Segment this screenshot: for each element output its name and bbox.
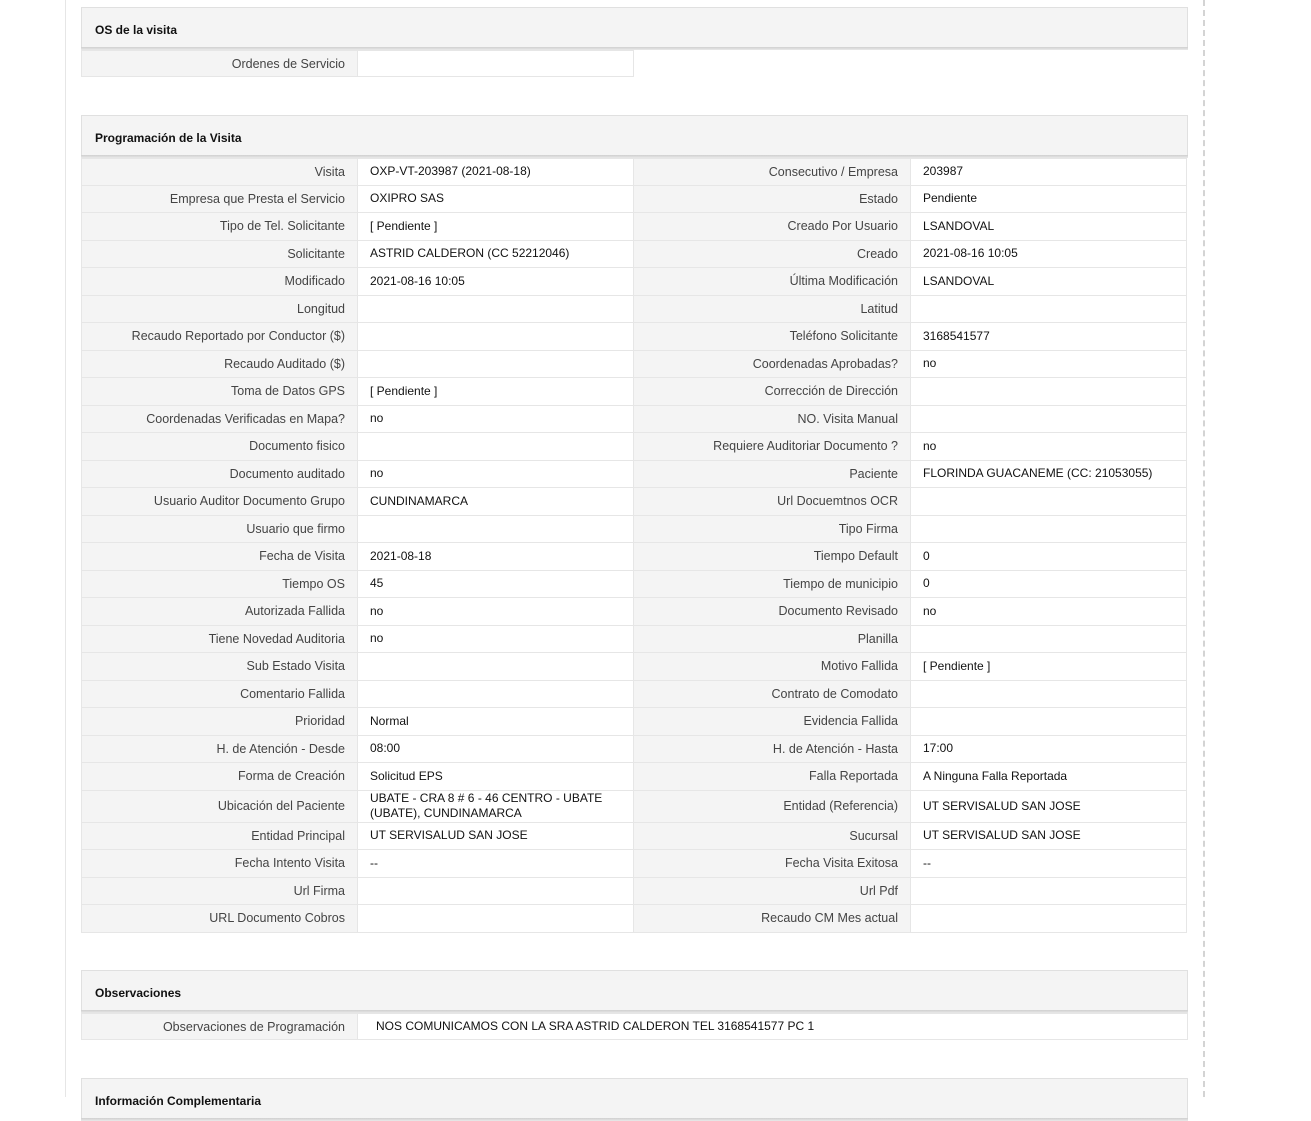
field-label: Tipo Firma bbox=[634, 516, 911, 544]
observaciones-label: Observaciones de Programación bbox=[81, 1013, 358, 1040]
field-label: Planilla bbox=[634, 626, 911, 654]
field-label: Evidencia Fallida bbox=[634, 708, 911, 736]
field-value: LSANDOVAL bbox=[911, 213, 1187, 241]
field-value: ASTRID CALDERON (CC 52212046) bbox=[358, 241, 634, 269]
field-value: OXIPRO SAS bbox=[358, 186, 634, 214]
field-label: Requiere Auditoriar Documento ? bbox=[634, 433, 911, 461]
os-panel-title: OS de la visita bbox=[81, 7, 1188, 47]
field-value bbox=[911, 296, 1187, 324]
field-value bbox=[358, 681, 634, 709]
field-label: Longitud bbox=[81, 296, 358, 324]
field-label: Coordenadas Aprobadas? bbox=[634, 351, 911, 379]
field-value bbox=[911, 708, 1187, 736]
field-value bbox=[358, 433, 634, 461]
table-row bbox=[81, 351, 1188, 379]
field-label: Autorizada Fallida bbox=[81, 598, 358, 626]
ordenes-servicio-label: Ordenes de Servicio bbox=[81, 50, 358, 77]
field-value: 45 bbox=[358, 571, 634, 599]
field-value bbox=[911, 516, 1187, 544]
field-value: UT SERVISALUD SAN JOSE bbox=[911, 791, 1187, 823]
field-label: Sub Estado Visita bbox=[81, 653, 358, 681]
table-row bbox=[81, 268, 1188, 296]
field-value: OXP-VT-203987 (2021-08-18) bbox=[358, 158, 634, 186]
table-row bbox=[81, 296, 1188, 324]
programacion-grid bbox=[81, 158, 1188, 933]
field-label: Latitud bbox=[634, 296, 911, 324]
field-value bbox=[358, 653, 634, 681]
field-label: Contrato de Comodato bbox=[634, 681, 911, 709]
table-row bbox=[81, 378, 1188, 406]
field-value: no bbox=[358, 626, 634, 654]
field-label: Entidad (Referencia) bbox=[634, 791, 911, 823]
field-label: Usuario que firmo bbox=[81, 516, 358, 544]
table-row bbox=[81, 158, 1188, 186]
table-row bbox=[81, 1013, 1188, 1040]
field-value bbox=[911, 406, 1187, 434]
field-label: Tipo de Tel. Solicitante bbox=[81, 213, 358, 241]
field-value bbox=[911, 905, 1187, 933]
complementaria-panel bbox=[81, 1078, 1188, 1118]
field-label: Tiempo de municipio bbox=[634, 571, 911, 599]
field-value: 3168541577 bbox=[911, 323, 1187, 351]
table-row bbox=[81, 763, 1188, 791]
field-label: Recaudo Auditado ($) bbox=[81, 351, 358, 379]
field-label: Creado Por Usuario bbox=[634, 213, 911, 241]
field-label: Falla Reportada bbox=[634, 763, 911, 791]
field-label: Paciente bbox=[634, 461, 911, 489]
field-value: no bbox=[911, 351, 1187, 379]
table-row bbox=[81, 461, 1188, 489]
field-label: Recaudo Reportado por Conductor ($) bbox=[81, 323, 358, 351]
splitter-dashed-line bbox=[1203, 0, 1205, 1097]
field-label: Url Pdf bbox=[634, 878, 911, 906]
observaciones-grid bbox=[81, 1013, 1188, 1040]
field-label: Motivo Fallida bbox=[634, 653, 911, 681]
field-label: Coordenadas Verificadas en Mapa? bbox=[81, 406, 358, 434]
field-value: -- bbox=[358, 850, 634, 878]
field-value: no bbox=[358, 598, 634, 626]
field-value: A Ninguna Falla Reportada bbox=[911, 763, 1187, 791]
table-row bbox=[81, 516, 1188, 544]
table-row bbox=[81, 598, 1188, 626]
field-value bbox=[358, 323, 634, 351]
field-label: Visita bbox=[81, 158, 358, 186]
field-value: no bbox=[911, 433, 1187, 461]
field-label: Entidad Principal bbox=[81, 823, 358, 851]
field-label: Prioridad bbox=[81, 708, 358, 736]
field-value: Pendiente bbox=[911, 186, 1187, 214]
field-label: Teléfono Solicitante bbox=[634, 323, 911, 351]
table-row bbox=[81, 488, 1188, 516]
table-row bbox=[81, 626, 1188, 654]
field-label: Solicitante bbox=[81, 241, 358, 269]
table-row bbox=[81, 241, 1188, 269]
field-value: UBATE - CRA 8 # 6 - 46 CENTRO - UBATE (UBATE), CUNDINAMARCA bbox=[358, 791, 634, 823]
field-label: Recaudo CM Mes actual bbox=[634, 905, 911, 933]
field-label: Documento auditado bbox=[81, 461, 358, 489]
field-label: Corrección de Dirección bbox=[634, 378, 911, 406]
table-row bbox=[81, 213, 1188, 241]
field-value bbox=[911, 626, 1187, 654]
field-value: no bbox=[358, 406, 634, 434]
field-value: -- bbox=[911, 850, 1187, 878]
field-label: Ubicación del Paciente bbox=[81, 791, 358, 823]
field-label: Tiene Novedad Auditoria bbox=[81, 626, 358, 654]
field-value bbox=[911, 488, 1187, 516]
table-row bbox=[81, 905, 1188, 933]
observaciones-value: NOS COMUNICAMOS CON LA SRA ASTRID CALDERON TEL 3168541577 PC 1 bbox=[358, 1013, 1188, 1040]
table-row bbox=[81, 50, 1188, 77]
field-value: 0 bbox=[911, 571, 1187, 599]
table-row bbox=[81, 708, 1188, 736]
field-label: H. de Atención - Desde bbox=[81, 736, 358, 764]
field-label: Usuario Auditor Documento Grupo bbox=[81, 488, 358, 516]
field-value bbox=[911, 681, 1187, 709]
content-left-border bbox=[65, 0, 66, 1097]
os-grid bbox=[81, 50, 1188, 77]
field-value: Solicitud EPS bbox=[358, 763, 634, 791]
table-row bbox=[81, 406, 1188, 434]
table-row bbox=[81, 186, 1188, 214]
field-label: Tiempo OS bbox=[81, 571, 358, 599]
field-label: Estado bbox=[634, 186, 911, 214]
table-row bbox=[81, 571, 1188, 599]
field-value: CUNDINAMARCA bbox=[358, 488, 634, 516]
table-row bbox=[81, 791, 1188, 823]
table-row bbox=[81, 681, 1188, 709]
field-label: Última Modificación bbox=[634, 268, 911, 296]
table-row bbox=[81, 323, 1188, 351]
field-label: Comentario Fallida bbox=[81, 681, 358, 709]
field-label: URL Documento Cobros bbox=[81, 905, 358, 933]
field-label: Creado bbox=[634, 241, 911, 269]
field-label: Tiempo Default bbox=[634, 543, 911, 571]
field-label: Sucursal bbox=[634, 823, 911, 851]
field-value: [ Pendiente ] bbox=[911, 653, 1187, 681]
field-value: no bbox=[358, 461, 634, 489]
field-value bbox=[358, 878, 634, 906]
field-value bbox=[358, 351, 634, 379]
field-value: UT SERVISALUD SAN JOSE bbox=[358, 823, 634, 851]
field-value: [ Pendiente ] bbox=[358, 213, 634, 241]
field-value: LSANDOVAL bbox=[911, 268, 1187, 296]
field-value: FLORINDA GUACANEME (CC: 21053055) bbox=[911, 461, 1187, 489]
field-label: Fecha Visita Exitosa bbox=[634, 850, 911, 878]
field-value bbox=[358, 905, 634, 933]
field-value bbox=[358, 516, 634, 544]
table-row bbox=[81, 653, 1188, 681]
field-label: Empresa que Presta el Servicio bbox=[81, 186, 358, 214]
table-row bbox=[81, 850, 1188, 878]
field-label: Fecha Intento Visita bbox=[81, 850, 358, 878]
field-value bbox=[911, 878, 1187, 906]
field-label: Modificado bbox=[81, 268, 358, 296]
observaciones-panel bbox=[81, 970, 1188, 1040]
field-label: Consecutivo / Empresa bbox=[634, 158, 911, 186]
field-label: Documento fisico bbox=[81, 433, 358, 461]
field-value: 17:00 bbox=[911, 736, 1187, 764]
table-row bbox=[81, 543, 1188, 571]
field-value: 2021-08-18 bbox=[358, 543, 634, 571]
field-value: [ Pendiente ] bbox=[358, 378, 634, 406]
field-label: Fecha de Visita bbox=[81, 543, 358, 571]
field-label: Url Docuemtnos OCR bbox=[634, 488, 911, 516]
table-row bbox=[81, 736, 1188, 764]
field-value bbox=[911, 378, 1187, 406]
field-value: UT SERVISALUD SAN JOSE bbox=[911, 823, 1187, 851]
field-label: Forma de Creación bbox=[81, 763, 358, 791]
field-value: 08:00 bbox=[358, 736, 634, 764]
ordenes-servicio-value bbox=[358, 50, 634, 77]
complementaria-panel-title: Información Complementaria bbox=[81, 1078, 1188, 1118]
os-panel bbox=[81, 7, 1188, 77]
field-value: no bbox=[911, 598, 1187, 626]
table-row bbox=[81, 823, 1188, 851]
field-value: 2021-08-16 10:05 bbox=[911, 241, 1187, 269]
field-label: Url Firma bbox=[81, 878, 358, 906]
table-row bbox=[81, 433, 1188, 461]
field-label: Documento Revisado bbox=[634, 598, 911, 626]
programacion-panel-title: Programación de la Visita bbox=[81, 115, 1188, 155]
field-label: Toma de Datos GPS bbox=[81, 378, 358, 406]
field-value bbox=[358, 296, 634, 324]
programacion-panel bbox=[81, 115, 1188, 933]
field-value: 203987 bbox=[911, 158, 1187, 186]
field-value: 0 bbox=[911, 543, 1187, 571]
field-value: Normal bbox=[358, 708, 634, 736]
field-label: NO. Visita Manual bbox=[634, 406, 911, 434]
observaciones-panel-title: Observaciones bbox=[81, 970, 1188, 1010]
table-row bbox=[81, 878, 1188, 906]
field-label: H. de Atención - Hasta bbox=[634, 736, 911, 764]
field-value: 2021-08-16 10:05 bbox=[358, 268, 634, 296]
